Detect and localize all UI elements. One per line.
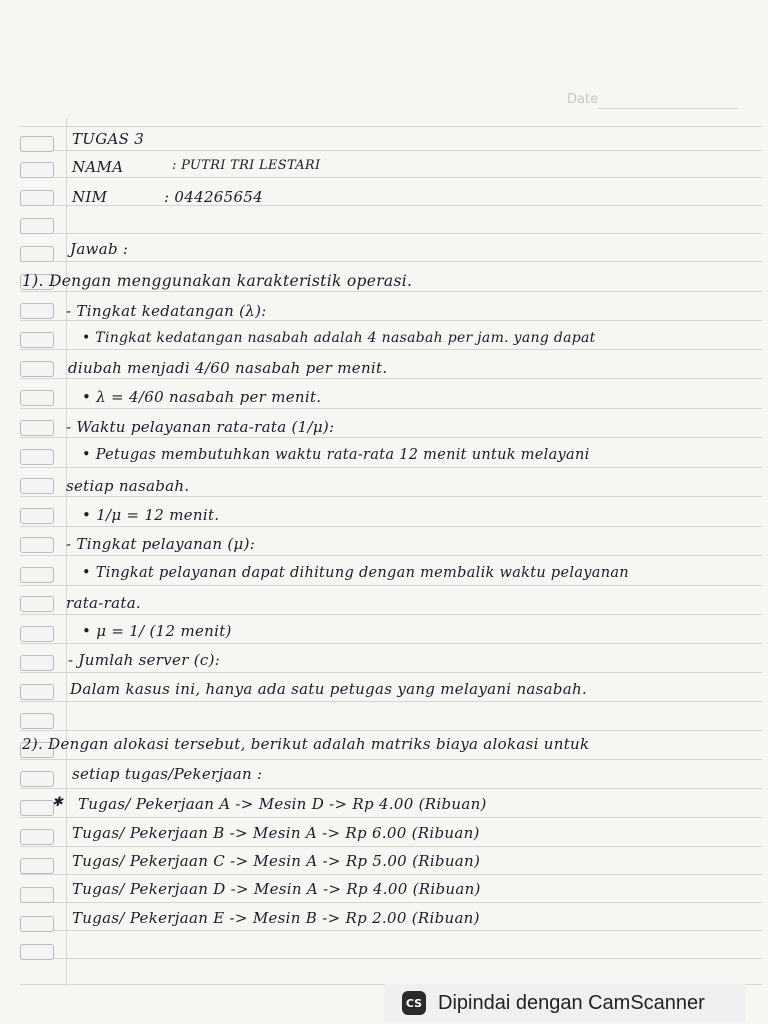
ruled-line: [20, 349, 762, 350]
binder-hole: [20, 713, 54, 729]
ruled-line: [20, 408, 762, 409]
cost-row: Tugas/ Pekerjaan D -> Mesin A -> Rp 4.00 (Ribuan): [72, 880, 481, 898]
q2-line: setiap tugas/Pekerjaan :: [72, 765, 263, 783]
ruled-line: [20, 585, 762, 586]
ruled-line: [20, 874, 762, 875]
binder-hole: [20, 858, 54, 874]
q1-line: - Tingkat kedatangan (λ):: [66, 302, 267, 320]
q1-line: - Tingkat pelayanan (μ):: [66, 535, 256, 553]
binder-hole: [20, 800, 54, 816]
binder-hole: [20, 390, 54, 406]
q1-line: • Tingkat kedatangan nasabah adalah 4 nasabah per jam. yang dapat: [82, 330, 596, 346]
ruled-line: [20, 701, 762, 702]
binder-holes: [20, 118, 54, 986]
q1-line: • λ = 4/60 nasabah per menit.: [82, 388, 322, 406]
ruled-line: [20, 555, 762, 556]
binder-hole: [20, 916, 54, 932]
cost-row: Tugas/ Pekerjaan A -> Mesin D -> Rp 4.00 (Ribuan): [78, 795, 487, 813]
ruled-line: [20, 261, 762, 262]
nama-value: : PUTRI TRI LESTARI: [172, 158, 321, 173]
binder-hole: [20, 537, 54, 553]
q1-line: • μ = 1/ (12 menit): [82, 622, 232, 640]
binder-hole: [20, 626, 54, 642]
camscanner-logo-icon: CS: [402, 991, 426, 1015]
q1-line: - Waktu pelayanan rata-rata (1/μ):: [66, 418, 335, 436]
binder-hole: [20, 332, 54, 348]
ruled-line: [20, 177, 762, 178]
assignment-title: TUGAS 3: [72, 130, 145, 148]
ruled-line: [20, 320, 762, 321]
ruled-line: [20, 958, 762, 959]
nama-label: NAMA: [72, 158, 124, 176]
q1-line: - Jumlah server (c):: [68, 651, 221, 669]
ruled-line: [20, 496, 762, 497]
binder-hole: [20, 567, 54, 583]
q1-line: • Petugas membutuhkan waktu rata-rata 12 menit untuk melayani: [82, 447, 590, 463]
ruled-line: [20, 126, 762, 127]
ruled-line: [20, 378, 762, 379]
binder-hole: [20, 190, 54, 206]
binder-hole: [20, 420, 54, 436]
binder-hole: [20, 655, 54, 671]
camscanner-watermark: [384, 984, 746, 1022]
binder-hole: [20, 508, 54, 524]
date-label: Date: [567, 92, 599, 107]
binder-hole: [20, 596, 54, 612]
ruled-line: [20, 233, 762, 234]
nim-label: NIM: [72, 188, 108, 206]
ruled-line: [20, 930, 762, 931]
binder-hole: [20, 887, 54, 903]
cost-row: Tugas/ Pekerjaan C -> Mesin A -> Rp 5.00 (Ribuan): [72, 852, 481, 870]
binder-hole: [20, 361, 54, 377]
ruled-line: [20, 902, 762, 903]
ruled-line: [20, 150, 762, 151]
cost-row: Tugas/ Pekerjaan E -> Mesin B -> Rp 2.00 (Ribuan): [72, 909, 480, 927]
ruled-line: [20, 643, 762, 644]
binder-hole: [20, 246, 54, 262]
q1-line: Dalam kasus ini, hanya ada satu petugas yang melayani nasabah.: [70, 680, 588, 698]
q1-line: rata-rata.: [66, 594, 142, 612]
q1-line: • Tingkat pelayanan dapat dihitung dengan membalik waktu pelayanan: [82, 565, 629, 581]
binder-hole: [20, 303, 54, 319]
ruled-line: [20, 817, 762, 818]
ruled-line: [20, 614, 762, 615]
ruled-line: [20, 788, 762, 789]
ruled-line: [20, 526, 762, 527]
ruled-line: [20, 759, 762, 760]
binder-hole: [20, 136, 54, 152]
ruled-line: [20, 846, 762, 847]
ruled-line: [20, 291, 762, 292]
ruled-line: [20, 672, 762, 673]
binder-hole: [20, 478, 54, 494]
q1-line: diubah menjadi 4/60 nasabah per menit.: [68, 359, 388, 377]
watermark-text: Dipindai dengan CamScanner: [438, 991, 705, 1014]
binder-hole: [20, 684, 54, 700]
cost-row: Tugas/ Pekerjaan B -> Mesin A -> Rp 6.00 (Ribuan): [72, 824, 480, 842]
ruled-line: [20, 437, 762, 438]
q1-line: setiap nasabah.: [66, 477, 190, 495]
nim-value: : 044265654: [164, 188, 264, 206]
binder-hole: [20, 449, 54, 465]
ruled-line: [20, 467, 762, 468]
star-mark: ✱: [52, 795, 64, 810]
q1-line: • 1/μ = 12 menit.: [82, 506, 220, 524]
binder-hole: [20, 944, 54, 960]
binder-hole: [20, 829, 54, 845]
q2-line: 2). Dengan alokasi tersebut, berikut adalah matriks biaya alokasi untuk: [22, 735, 590, 753]
binder-hole: [20, 771, 54, 787]
jawab-heading: Jawab :: [70, 240, 129, 258]
ruled-line: [20, 730, 762, 731]
ruled-line: [20, 205, 762, 206]
binder-hole: [20, 162, 54, 178]
date-line: [598, 108, 738, 109]
q1-line: 1). Dengan menggunakan karakteristik operasi.: [22, 272, 413, 290]
binder-hole: [20, 218, 54, 234]
